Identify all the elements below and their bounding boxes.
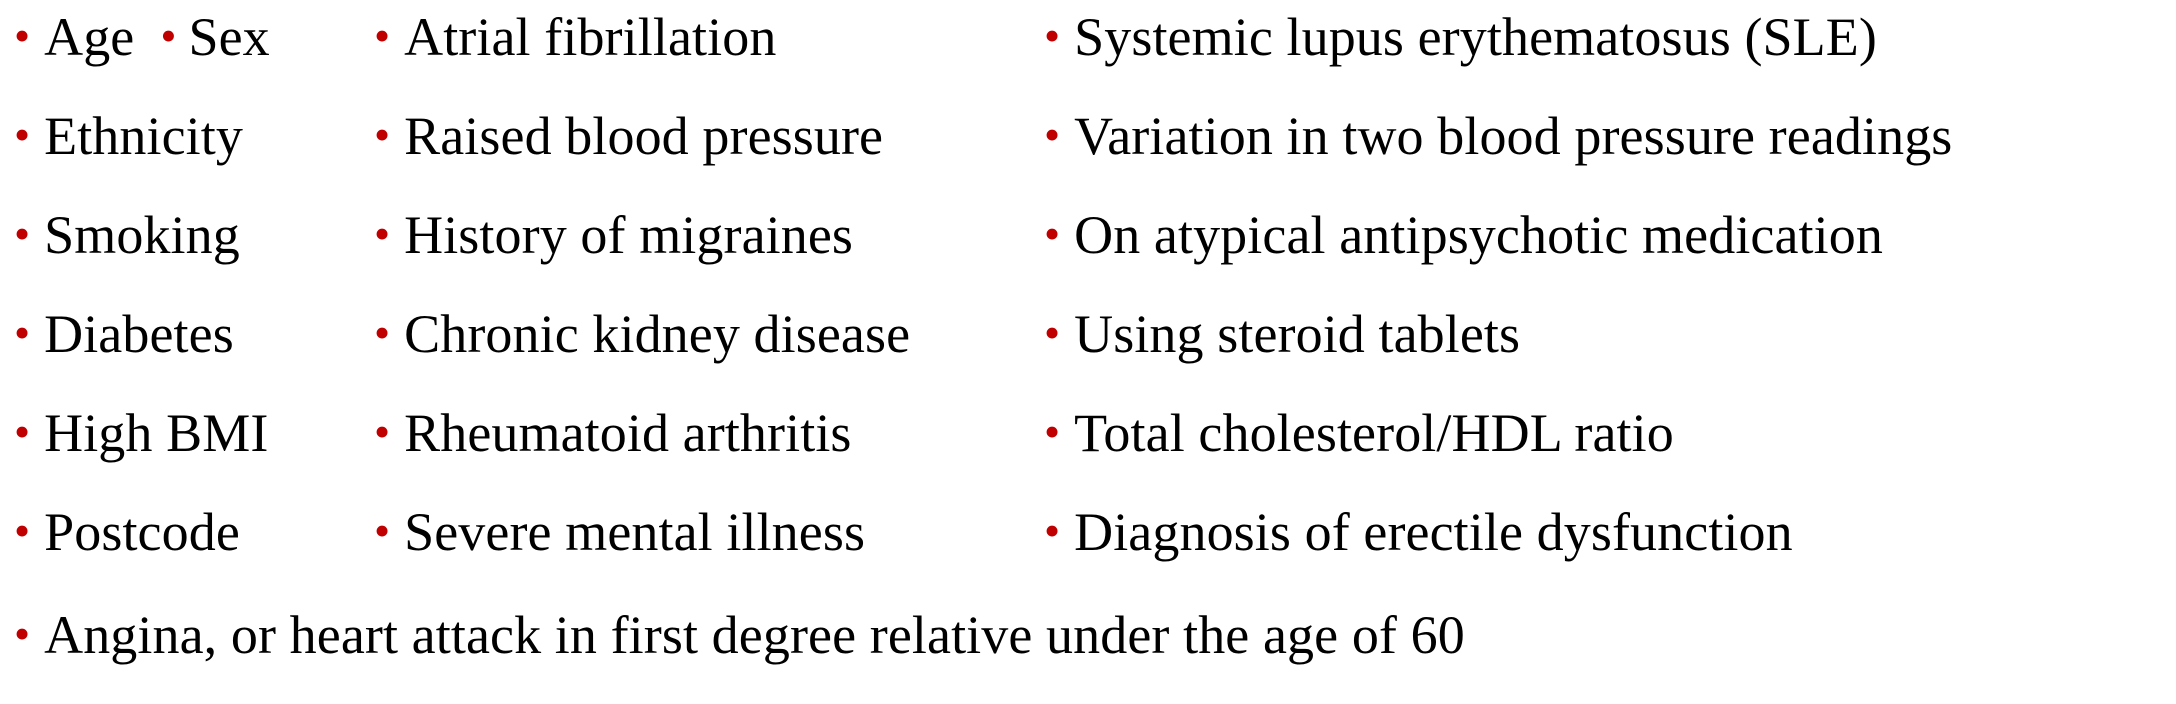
list-item [1044, 403, 2164, 505]
list-item [14, 7, 374, 109]
bullet-label: Systemic lupus erythematosus (SLE) [1074, 7, 1877, 67]
bullet-dot-icon: • [14, 307, 31, 358]
list-item [374, 502, 1044, 604]
column-conditions [374, 7, 1044, 604]
list-item-family-history [0, 605, 2176, 704]
bullet-label: Raised blood pressure [404, 106, 884, 166]
bullet-dot-icon: • [374, 505, 391, 556]
bullet-dot-icon: • [14, 109, 31, 160]
bullet-sex [160, 7, 270, 67]
bullet-label: Variation in two blood pressure readings [1074, 106, 1953, 166]
bullet-label: Ethnicity [44, 106, 243, 166]
bullet-label: Smoking [44, 205, 240, 265]
bullet-dot-icon: • [1044, 505, 1061, 556]
bullet-label: History of migraines [404, 205, 854, 265]
list-item [374, 7, 1044, 109]
bullet-dot-icon: • [1044, 10, 1061, 61]
bullet-label: Diagnosis of erectile dysfunction [1074, 502, 1793, 562]
bullet-dot-icon: • [374, 208, 391, 259]
bullet-dot-icon: • [374, 406, 391, 457]
bullet-label: High BMI [44, 403, 269, 463]
bullet-dot-icon: • [14, 608, 31, 659]
bullet-dot-icon: • [160, 10, 177, 61]
column-demographics [0, 7, 374, 604]
list-item [14, 205, 374, 307]
bullet-dot-icon: • [14, 10, 31, 61]
bullet-dot-icon: • [1044, 307, 1061, 358]
bullet-dot-icon: • [374, 109, 391, 160]
bullet-label: Using steroid tablets [1074, 304, 1521, 364]
list-item [14, 502, 374, 604]
list-item [14, 403, 374, 505]
bullet-label: Total cholesterol/HDL ratio [1074, 403, 1674, 463]
bullet-label: Diabetes [44, 304, 234, 364]
bullet-age [14, 7, 135, 67]
list-item [14, 304, 374, 406]
list-item [1044, 205, 2164, 307]
bullet-label: Severe mental illness [404, 502, 866, 562]
bullet-dot-icon: • [14, 208, 31, 259]
bullet-label: Chronic kidney disease [404, 304, 911, 364]
column-clinical [1044, 7, 2164, 604]
bullet-label: Sex [188, 7, 270, 67]
bullet-dot-icon: • [14, 505, 31, 556]
bullet-label: Age [44, 7, 135, 67]
bullet-label: Rheumatoid arthritis [404, 403, 852, 463]
bullet-label: Postcode [44, 502, 240, 562]
bullet-dot-icon: • [14, 406, 31, 457]
list-item [1044, 304, 2164, 406]
list-item [1044, 106, 2164, 208]
list-item [1044, 502, 2164, 604]
bullet-dot-icon: • [1044, 208, 1061, 259]
bullet-dot-icon: • [1044, 406, 1061, 457]
list-item [14, 106, 374, 208]
bullet-label: On atypical antipsychotic medication [1074, 205, 1883, 265]
list-item [374, 205, 1044, 307]
bullet-label: Atrial fibrillation [404, 7, 777, 67]
bullet-columns [0, 7, 2176, 604]
list-item [374, 403, 1044, 505]
list-item [374, 304, 1044, 406]
bullet-dot-icon: • [374, 307, 391, 358]
bullet-dot-icon: • [1044, 109, 1061, 160]
list-item [1044, 7, 2164, 109]
bullet-label: Angina, or heart attack in first degree relative under the age of 60 [44, 605, 1465, 665]
bullet-dot-icon: • [374, 10, 391, 61]
list-item [374, 106, 1044, 208]
